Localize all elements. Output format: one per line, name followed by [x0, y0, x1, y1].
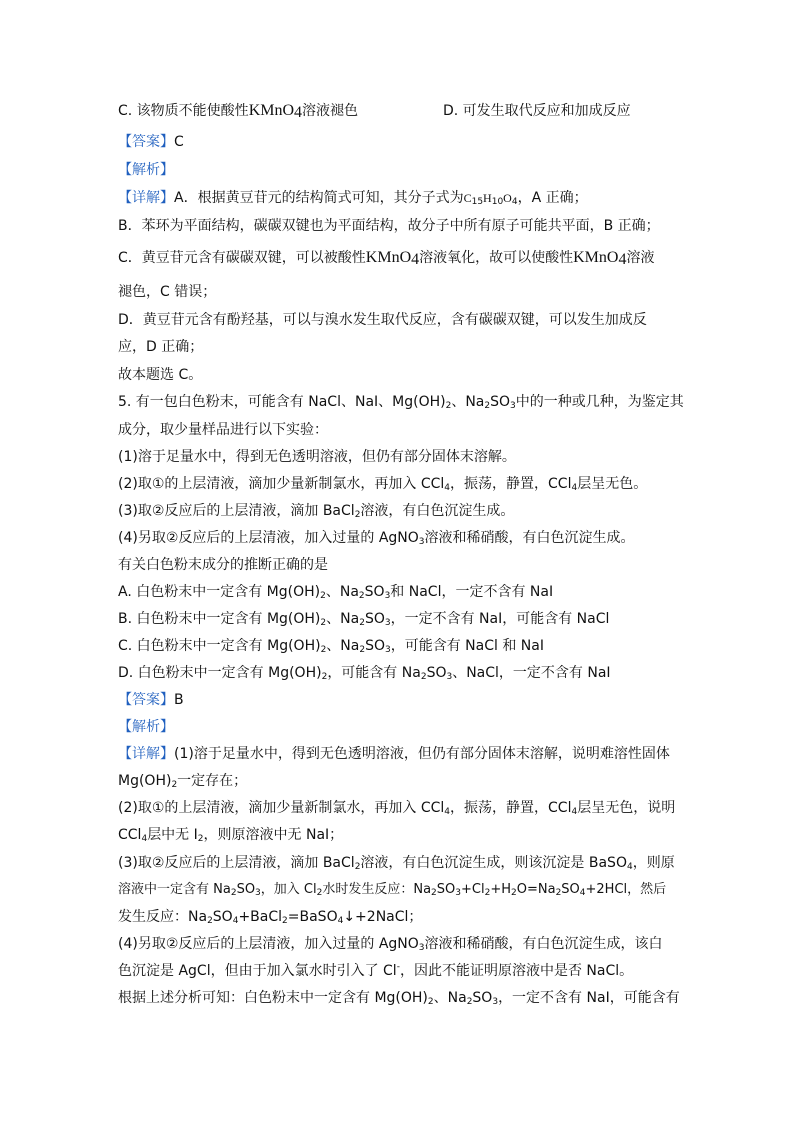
q4-answer: 【答案】C: [118, 134, 184, 150]
q5-question: 有关白色粉末成分的推断正确的是: [118, 557, 328, 573]
q4-detail-line-7: 故本题选 C。: [118, 367, 203, 383]
q5-experiment-4: (4)另取②反应后的上层清液，加入过量的 AgNO$_3$溶液和稀硝酸，有白色沉淀生成。: [118, 530, 635, 547]
q5-option-b: B. 白色粉末中一定含有 $Mg(OH)_2$、$Na_2SO_3$，一定不含有 NaI，可能含有 NaCl: [118, 611, 610, 628]
q4-detail-line-2: B．苯环为平面结构，碳碳双键也为平面结构，故分子中所有原子可能共平面，B 正确；: [118, 218, 660, 234]
q5-detail-line-6: 溶液中一定含有 $Na_2SO_3$，加入 $Cl_2$水时发生反应：$Na_2SO_3+Cl_2+H_2O=Na_2SO_4+2HCl$，然后: [118, 882, 667, 898]
q5-detail-line-4: CCl$_4$层中无 $I_2$，则原溶液中无 NaI；: [118, 827, 344, 844]
q5-experiment-3: (3)取②反应后的上层清液，滴加 BaCl$_2$溶液，有白色沉淀生成。: [118, 503, 515, 520]
q4-detail-line-5: D．黄豆苷元含有酚羟基，可以与溴水发生取代反应，含有碳碳双键，可以发生加成反: [118, 312, 647, 328]
q5-option-a: A. 白色粉末中一定含有 $Mg(OH)_2$、$Na_2SO_3$和 NaCl，一定不含有 NaI: [118, 584, 554, 601]
q4-option-c: C. 该物质不能使酸性KMnO$_4$溶液褪色: [118, 102, 359, 121]
q5-detail-line-7: 发生反应：$Na_2SO_4+BaCl_2=BaSO_4↓+2NaCl$；: [118, 909, 423, 926]
q5-detail-line-9: 色沉淀是 AgCl，但由于加入氯水时引入了 Cl-，因此不能证明原溶液中是否 NaCl。: [118, 962, 634, 979]
q5-stem-line-1: 5. 有一包白色粉末，可能含有 NaCl、NaI、$Mg(OH)_2$、$Na_2SO_3$中的一种或几种，为鉴定其: [118, 394, 684, 411]
q5-detail-line-1: 【详解】(1)溶于足量水中，得到无色透明溶液，但仍有部分固体末溶解，说明难溶性固体: [118, 746, 670, 762]
q4-analysis-tag: 【解析】: [118, 162, 174, 178]
q5-detail-line-8: (4)另取②反应后的上层清液，加入过量的 AgNO$_3$溶液和稀硝酸，有白色沉淀生成，该白: [118, 936, 663, 953]
q4-detail-line-4: 褪色，C 错误；: [118, 284, 217, 300]
q5-detail-line-5: (3)取②反应后的上层清液，滴加 BaCl$_2$溶液，有白色沉淀生成，则该沉淀是 BaSO$_4$，则原: [118, 855, 675, 872]
q4-detail-line-1: 【详解】A．根据黄豆苷元的结构简式可知，其分子式为$C_{15}H_{10}O_4$，A 正确；: [118, 190, 588, 207]
q5-answer: 【答案】B: [118, 692, 184, 708]
q5-analysis-tag: 【解析】: [118, 719, 174, 735]
q5-option-c: C. 白色粉末中一定含有 $Mg(OH)_2$、$Na_2SO_3$，可能含有 NaCl 和 NaI: [118, 638, 544, 655]
q5-detail-line-2: $Mg(OH)_2$一定存在；: [118, 773, 248, 790]
q4-option-d: D. 可发生取代反应和加成反应: [443, 103, 631, 119]
q4-detail-line-3: C．黄豆苷元含有碳碳双键，可以被酸性KMnO$_4$溶液氧化，故可以使酸性KMnO$_4$溶液: [118, 249, 655, 268]
q5-experiment-1: (1)溶于足量水中，得到无色透明溶液，但仍有部分固体末溶解。: [118, 449, 516, 465]
q5-experiment-2: (2)取①的上层清液，滴加少量新制氯水，再加入 CCl$_4$，振荡，静置，CCl$_4$层呈无色。: [118, 476, 648, 493]
q5-detail-line-10: 根据上述分析可知：白色粉末中一定含有 $Mg(OH)_2$、$Na_2SO_3$，一定不含有 NaI，可能含有: [118, 990, 680, 1007]
q5-stem-line-2: 成分，取少量样品进行以下实验：: [118, 422, 328, 438]
q5-detail-line-3: (2)取①的上层清液，滴加少量新制氯水，再加入 CCl$_4$，振荡，静置，CCl$_4$层呈无色，说明: [118, 800, 676, 817]
q5-option-d: D. 白色粉末中一定含有 $Mg(OH)_2$，可能含有 $Na_2SO_3$、NaCl，一定不含有 NaI: [118, 665, 611, 682]
q4-detail-line-6: 应，D 正确；: [118, 339, 204, 355]
